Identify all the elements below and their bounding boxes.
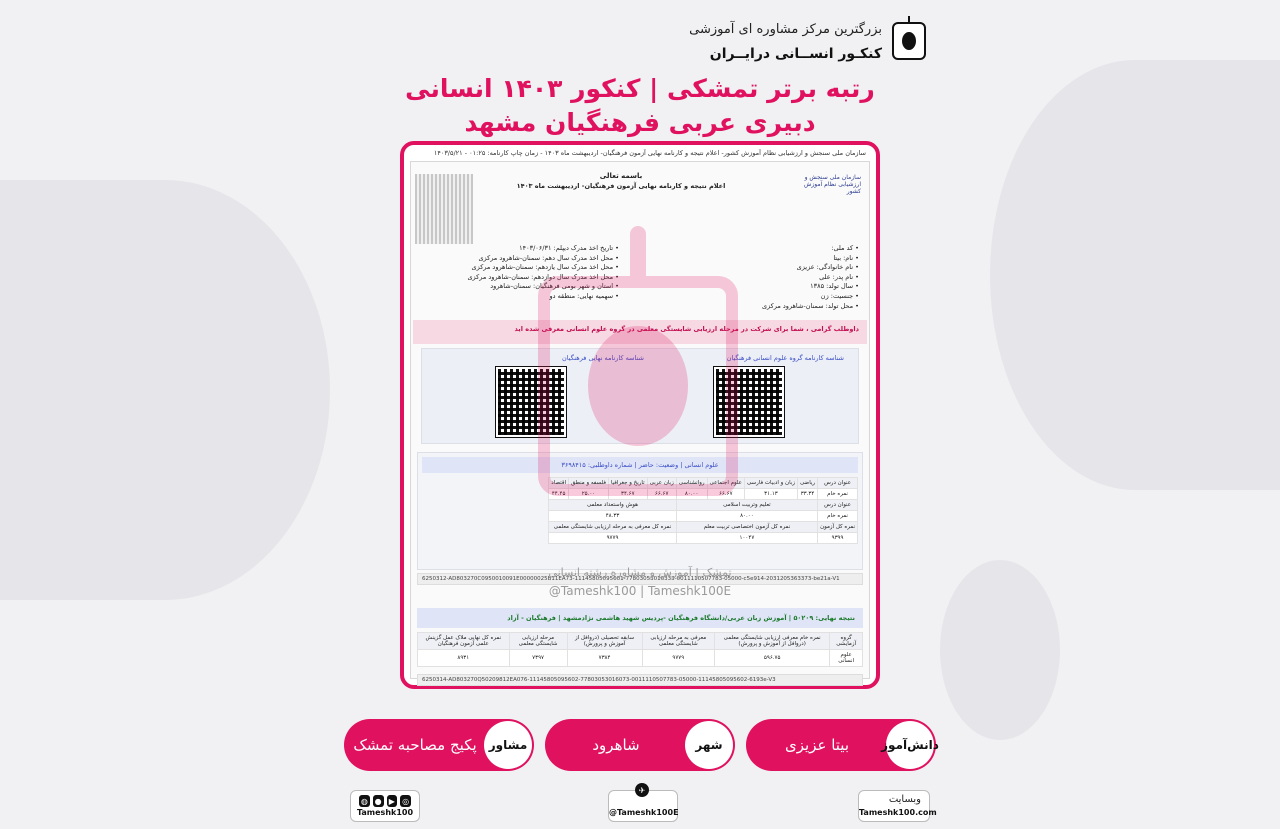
table-cell: زبان و ادبیات فارسی: [744, 478, 797, 489]
table-cell: روانشناسی: [676, 478, 707, 489]
pill-label: دانش‌آموز: [886, 721, 934, 769]
emblem-icon: سازمان ملی سنجش و ارزشیابی نظام آموزش کشور: [804, 174, 861, 195]
pill-value: پکیج مصاحبه تمشک: [353, 736, 477, 754]
advisor-pill: [344, 719, 534, 771]
table-cell: تعلیم وتربیت اسلامی: [676, 500, 817, 511]
table-cell: ریاضی: [797, 478, 817, 489]
info-line: • محل اخذ مدرک سال یازدهم: سمنان-شاهرود مرکزی: [471, 263, 619, 272]
table-cell: ۹۳۹۹: [818, 533, 858, 544]
table-cell: ۲۵.۰۰: [569, 489, 609, 500]
info-line: • محل اخذ مدرک سال دهم: سمنان-شاهرود مرکزی: [478, 253, 619, 262]
website-url: Tameshk100.com: [859, 808, 937, 817]
table-cell: نمره کل معرفی به مرحله ارزیابی شایستگی معلمی: [549, 522, 676, 533]
page-subtitle: دبیری عربی فرهنگیان مشهد: [464, 108, 816, 137]
table-cell: علوم انسانی: [830, 650, 863, 667]
aparat-icon: ●: [374, 796, 382, 806]
table-row: [549, 500, 858, 511]
pill-value: بیتا عزیزی: [785, 736, 849, 754]
info-line: • تاریخ اخذ مدرک دیپلم: ۱۴۰۳/۰۶/۳۱: [519, 244, 619, 252]
social-icons: [359, 795, 411, 807]
table-cell: ۸۰.۰۰: [676, 511, 817, 522]
doc-basmala: باسمه تعالی: [599, 172, 643, 180]
info-line: • محل اخذ مدرک سال دوازدهم: سمنان-شاهرود مرکزی: [467, 272, 619, 281]
brand-tagline: بزرگترین مرکز مشاوره ای آموزشی: [689, 22, 882, 37]
website-label: وبسایت: [888, 794, 921, 805]
info-line: • کد ملی:: [831, 244, 859, 252]
table-cell: نمره کل آزمون اختصاصی تربیت معلم: [676, 522, 817, 533]
table-cell: سابقه تحصیلی (دروافل از آموزش و پرورش): [567, 633, 642, 650]
table-cell: ۹۷۷۹: [642, 650, 715, 667]
city-pill: [545, 719, 735, 771]
table-cell: ۹۷۷۹: [549, 533, 676, 544]
table-cell: ۴۴.۴۵: [549, 489, 569, 500]
table-cell: مرحله ارزیابی شایستگی معلمی: [509, 633, 567, 650]
social-link[interactable]: [350, 790, 420, 822]
table-cell: نمره خام معرفی ارزیابی شایستگی معلمی (دروافل از آموزش و پرورش): [715, 633, 830, 650]
brand-logo: [689, 16, 926, 72]
photo-placeholder: [415, 174, 473, 244]
info-line: • نام خانوادگی: عزیزی: [796, 263, 859, 272]
info-line: • نام پدر: علی: [819, 272, 859, 281]
table-cell: ۳۳.۳۴: [797, 489, 817, 500]
telegram-link[interactable]: [608, 785, 679, 822]
table-cell: ۱۰۰۴۷: [676, 533, 817, 544]
hash-code: 6250314-AD803270Q50209812EA076-11145805095602-77803053016073-0011110507783-05000-11145805095602-6193e-V3: [417, 674, 863, 686]
table-row: [549, 511, 858, 522]
candidate-note: داوطلب گرامی ، شما برای شرکت در مرحله ارزیابی شایستگی معلمی در گروه علوم انسانی معرفی شده اید: [413, 320, 867, 344]
brand-name: کنکـور انســانی درایــران: [709, 46, 882, 62]
background-blob: [0, 180, 330, 600]
table-cell: هوش واستعداد معلمی: [549, 500, 676, 511]
table-cell: ۵۹۶.۷۵: [715, 650, 830, 667]
table-row: [549, 533, 858, 544]
qr-label-right: شناسه کارنامه گروه علوم انسانی فرهنگیان: [726, 354, 844, 362]
info-line: • محل تولد: سمنان-شاهرود مرکزی: [761, 301, 859, 310]
table-cell: نمره کل آزمون: [818, 522, 858, 533]
table-cell: اقتصاد: [549, 478, 569, 489]
table-cell: نمره کل نهایی ملاک عمل گزینش علمی آزمون فرهنگیان: [418, 633, 510, 650]
social-handle: Tameshk100: [356, 808, 414, 817]
tameshk-logo-icon: [892, 22, 926, 60]
doc-header-line: سازمان ملی سنجش و ارزشیابی نظام آموزش کشور- اعلام نتیجه و کارنامه نهایی آزمون فرهنگیان- اردیبهشت ماه ۱۴۰۳ - زمان چاپ کارنامه: ۰۱:۲۵ - ۱۴۰۳/۵/۲۱: [433, 149, 866, 157]
pill-value: شاهرود: [592, 736, 640, 754]
table-cell: زبان عربی: [647, 478, 676, 489]
table-cell: علوم اجتماعی: [707, 478, 744, 489]
hash-code: 6250312-AD803270C0950010091E00000025B11EA73-11145805095601-77803053016333-0011110507783-05000-c5e914-2031205363373-be21a-V1: [417, 573, 863, 585]
qr-code-icon: [714, 367, 784, 437]
table-cell: ۷۳۸۴: [567, 650, 642, 667]
youtube-icon: ▶: [387, 795, 398, 807]
website-link[interactable]: [858, 790, 937, 822]
pill-label: شهر: [685, 721, 733, 769]
qr-label-left: شناسه کارنامه نهایی فرهنگیان: [562, 354, 644, 362]
info-line: • استان و شهر بومی فرهنگیان: سمنان-شاهرود: [490, 282, 619, 291]
info-line: • سال تولد: ۱۳۸۵: [810, 282, 859, 291]
personal-info-right: [762, 244, 859, 311]
table-cell: معرفی به مرحله ارزیابی شایستگی معلمی: [642, 633, 715, 650]
table-cell: ۸۰.۰۰: [676, 489, 707, 500]
grades-section: [417, 452, 863, 570]
final-result: نتیجه نهایی: ۵۰۲۰۹ | آموزش زبان عربی/دانشگاه فرهنگیان -پردیس شهید هاشمی نژادمشهد | فرهنگیان - آزاد: [417, 608, 863, 628]
telegram-handle: @Tameshk100E: [609, 808, 679, 817]
table-cell: ۳۴.۶۷: [608, 489, 647, 500]
table-row: [549, 478, 858, 489]
table-cell: نمره خام: [818, 511, 858, 522]
doc-subtitle: اعلام نتیجه و کارنامه نهایی آزمون فرهنگیان- اردیبهشت ماه ۱۴۰۳: [516, 182, 726, 190]
table-row: [418, 650, 863, 667]
grades-title: علوم انسانی | وضعیت: حاضر | شماره داوطلبی: ۳۶۹۸۴۱۵: [422, 457, 858, 473]
table-cell: ۶۶.۶۷: [707, 489, 744, 500]
qr-code-icon: [496, 367, 566, 437]
table-cell: عنوان درس: [818, 500, 858, 511]
telegram-icon: ✈: [635, 783, 649, 797]
grades-table: [548, 477, 858, 544]
qr-section: [421, 348, 859, 444]
table-row: [418, 633, 863, 650]
table-cell: ۴۸.۳۳: [549, 511, 676, 522]
table-cell: نمره خام: [818, 489, 858, 500]
table-row: [549, 522, 858, 533]
page-title: رتبه برتر تمشکی | کنکور ۱۴۰۳ انسانی: [405, 74, 875, 103]
table-cell: تاریخ و جغرافیا: [608, 478, 647, 489]
table-cell: ۳۱.۱۳: [744, 489, 797, 500]
pill-label: مشاور: [484, 721, 532, 769]
instagram-icon: ◎: [402, 796, 410, 806]
table-cell: ۷۳۹۷: [509, 650, 567, 667]
watermark-text: تمشک | آموزش و مشاوره رشته انسانی: [548, 566, 732, 579]
result-table: [417, 632, 863, 667]
student-pill: [746, 719, 939, 771]
info-line: • نام: بیتا: [833, 253, 859, 262]
info-line: • جنسیت: زن: [820, 291, 859, 300]
table-cell: ۶۶.۶۷: [647, 489, 676, 500]
table-cell: ۸۹۳۱: [418, 650, 510, 667]
table-cell: فلسفه و منطق: [569, 478, 609, 489]
globe-icon: ◍: [360, 796, 368, 806]
table-row: [549, 489, 858, 500]
report-card-frame: [400, 141, 880, 689]
report-card: [410, 161, 870, 683]
table-cell: عنوان درس: [818, 478, 858, 489]
watermark-handles: @Tameshk100 | Tameshk100E: [548, 584, 732, 598]
personal-info-left: [467, 244, 619, 302]
table-cell: گروه آزمایشی: [830, 633, 863, 650]
info-line: • سهمیه نهایی: منطقه دو: [549, 291, 619, 300]
